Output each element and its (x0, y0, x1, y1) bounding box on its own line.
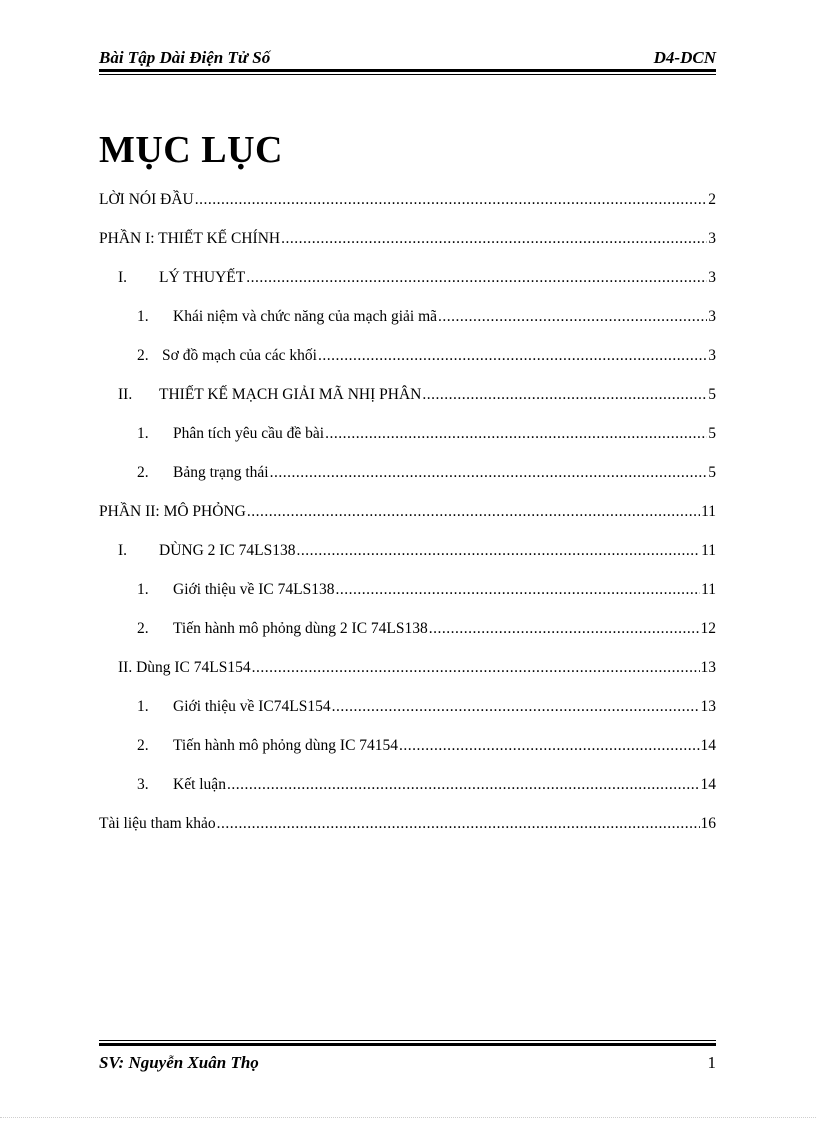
toc-entry-mo-phong-154[interactable] (137, 735, 716, 757)
dot-leader (438, 306, 707, 328)
dot-leader (281, 228, 707, 250)
dot-leader (247, 501, 700, 523)
toc-entry-number: II. (118, 386, 133, 403)
toc-entry-so-do-mach[interactable] (137, 345, 716, 367)
toc-entry-page: 12 (700, 620, 716, 637)
toc-entry-page: 14 (700, 737, 716, 754)
toc-entry-label: DÙNG 2 IC 74LS138 (159, 542, 296, 559)
toc-entry-ket-luan[interactable] (137, 774, 716, 796)
dot-leader (325, 423, 707, 445)
toc-entry-number: 2. (137, 620, 149, 637)
toc-entry-gioi-thieu-154[interactable] (137, 696, 716, 718)
dot-leader (195, 189, 708, 211)
page-number: 1 (707, 1053, 716, 1072)
toc-entry-page: 3 (708, 308, 716, 325)
toc-entry-label: Khái niệm và chức năng của mạch giải mã (173, 308, 438, 325)
toc-entry-dung-ic-154[interactable] (118, 657, 716, 679)
footer-rule-thick (99, 1043, 716, 1046)
toc-entry-number: 1. (137, 425, 149, 442)
toc-entry-phan-2[interactable] (99, 501, 716, 523)
toc-entry-khai-niem[interactable] (137, 306, 716, 328)
toc-entry-label: Giới thiệu về IC 74LS138 (173, 581, 335, 598)
footer-rule-thin (99, 1040, 716, 1041)
toc-entry-number: 1. (137, 698, 149, 715)
toc-entry-page: 3 (708, 347, 716, 364)
toc-entry-loi-noi-dau[interactable] (99, 189, 716, 211)
toc-entry-page: 13 (700, 698, 716, 715)
toc-entry-number: 3. (137, 776, 149, 793)
toc-entry-number: 1. (137, 581, 149, 598)
toc-entry-label: Giới thiệu về IC74LS154 (173, 698, 331, 715)
toc-entry-page: 2 (708, 191, 716, 208)
toc-entry-page: 16 (700, 815, 716, 832)
page-edge-divider (0, 1117, 816, 1118)
header-class-code: D4-DCN (653, 48, 716, 67)
toc-entry-number: 2. (137, 464, 149, 481)
toc-entry-label: THIẾT KẾ MẠCH GIẢI MÃ NHỊ PHÂN (159, 386, 422, 403)
toc-entry-number: I. (118, 269, 128, 286)
dot-leader (227, 774, 700, 796)
toc-entry-label: Tiến hành mô phỏng dùng 2 IC 74LS138 (173, 620, 428, 637)
toc-heading: MỤC LỤC (99, 129, 283, 171)
toc-entry-number: 2. (137, 347, 149, 364)
toc-entry-thiet-ke-mach[interactable] (118, 384, 716, 406)
footer-student-name: SV: Nguyễn Xuân Thọ (99, 1053, 259, 1072)
toc-entry-label: PHẦN I: THIẾT KẾ CHÍNH (99, 230, 281, 247)
header-rule-thin (99, 74, 716, 75)
toc-entry-label: PHẦN II: MÔ PHỎNG (99, 503, 246, 520)
toc-entry-page: 11 (701, 503, 716, 520)
toc-entry-label: Sơ đồ mạch của các khối (162, 347, 317, 364)
dot-leader (318, 345, 707, 367)
dot-leader (252, 657, 700, 679)
toc-entry-phan-1[interactable] (99, 228, 716, 250)
dot-leader (332, 696, 700, 718)
dot-leader (335, 579, 700, 601)
toc-entry-label: LÝ THUYẾT (159, 269, 246, 286)
toc-entry-label: Phân tích yêu cầu đề bài (173, 425, 325, 442)
dot-leader (399, 735, 699, 757)
dot-leader (270, 462, 708, 484)
toc-entry-number: 2. (137, 737, 149, 754)
toc-entry-page: 3 (708, 230, 716, 247)
toc-entry-phan-tich[interactable] (137, 423, 716, 445)
toc-entry-label: Bảng trạng thái (173, 464, 269, 481)
toc-entry-gioi-thieu-138[interactable] (137, 579, 716, 601)
dot-leader (297, 540, 701, 562)
toc-entry-label: Tiến hành mô phỏng dùng IC 74154 (173, 737, 399, 754)
header-rule-thick (99, 69, 716, 72)
toc-entry-label: II. Dùng IC 74LS154 (118, 659, 251, 676)
header-document-title: Bài Tập Dài Điện Tử Số (99, 48, 271, 67)
toc-entry-page: 5 (708, 464, 716, 481)
toc-entry-page: 13 (700, 659, 716, 676)
toc-entry-dung-2-ic[interactable] (118, 540, 716, 562)
toc-entry-ly-thuyet[interactable] (118, 267, 716, 289)
page-footer (99, 1053, 716, 1077)
toc-entry-number: I. (118, 542, 128, 559)
dot-leader (246, 267, 707, 289)
toc-entry-page: 5 (708, 386, 716, 403)
toc-entry-tai-lieu[interactable] (99, 813, 716, 835)
toc-entry-bang-trang-thai[interactable] (137, 462, 716, 484)
toc-entry-page: 11 (701, 542, 716, 559)
dot-leader (429, 618, 700, 640)
toc-entry-page: 3 (708, 269, 716, 286)
toc-entry-number: 1. (137, 308, 149, 325)
toc-entry-page: 5 (708, 425, 716, 442)
dot-leader (422, 384, 707, 406)
toc-entry-page: 14 (700, 776, 716, 793)
toc-entry-label: Kết luận (173, 776, 226, 793)
toc-entry-label: Tài liệu tham khảo (99, 815, 216, 832)
toc-entry-page: 11 (701, 581, 716, 598)
dot-leader (217, 813, 700, 835)
toc-entry-label: LỜI NÓI ĐẦU (99, 191, 194, 208)
toc-entry-mo-phong-138[interactable] (137, 618, 716, 640)
